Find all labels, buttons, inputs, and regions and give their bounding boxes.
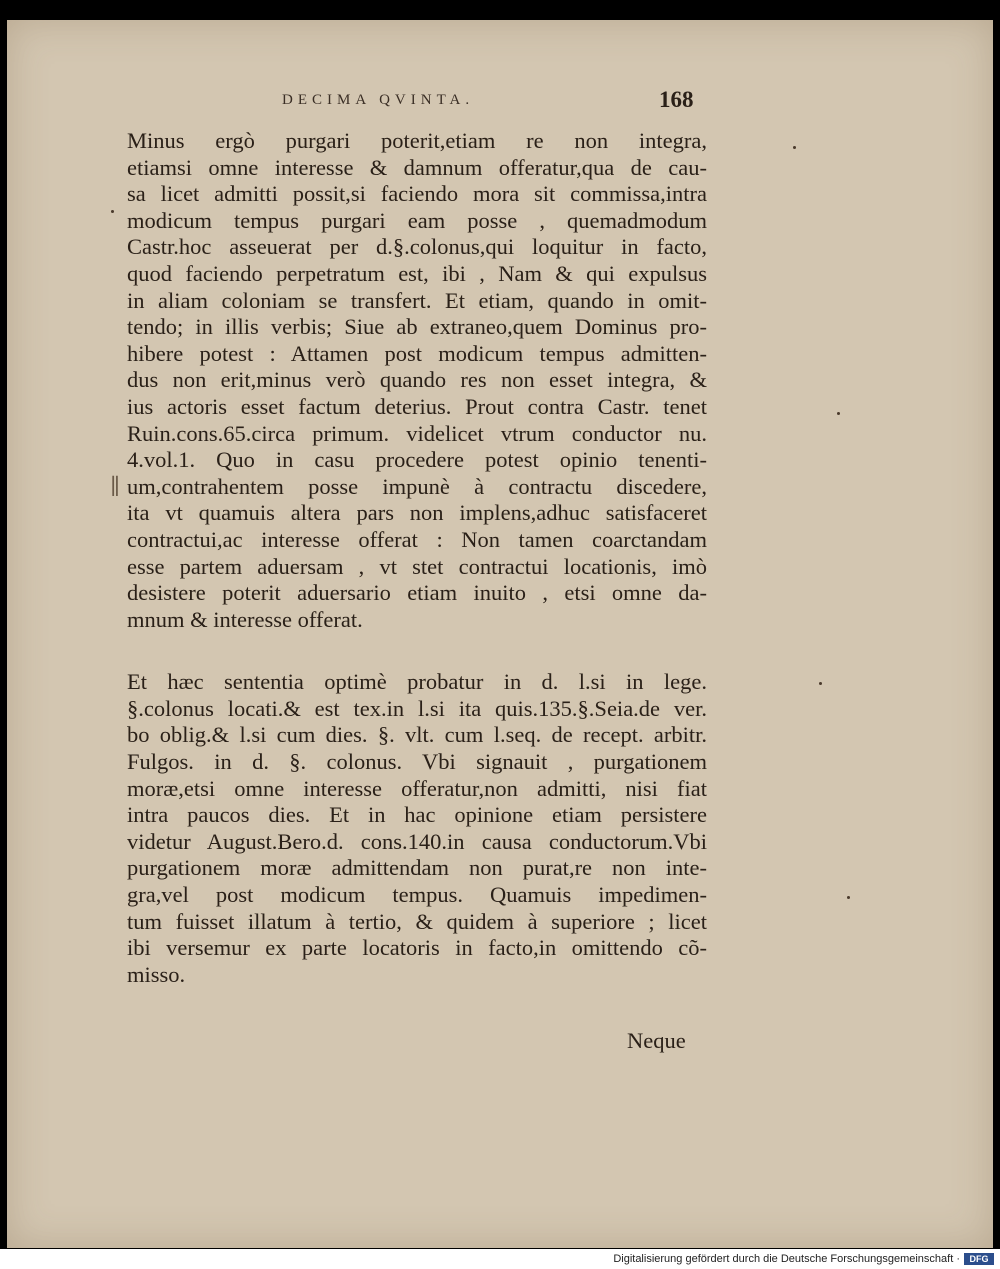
text-line: Castr.hoc asseuerat per d.§.colonus,qui loquitur in facto,	[127, 234, 707, 260]
paper-speck	[847, 896, 850, 899]
body-text	[127, 128, 707, 988]
text-line: quod faciendo perpetratum est, ibi , Nam & qui expulsus	[127, 260, 707, 286]
text-line: tendo; in illis verbis; Siue ab extraneo,quem Dominus pro-	[127, 314, 707, 340]
text-line: Et hæc sententia optimè probatur in d. l.si in lege.	[127, 669, 707, 695]
text-line: um,contrahentem posse impunè à contractu discedere,	[127, 473, 707, 499]
text-line: hibere potest : Attamen post modicum tempus admitten-	[127, 340, 707, 366]
text-line: Minus ergò purgari poterit,etiam re non integra,	[127, 128, 707, 153]
text-line: videtur August.Bero.d. cons.140.in causa conductorum.Vbi	[127, 828, 707, 854]
paper-speck	[837, 412, 840, 415]
paper-speck	[111, 210, 114, 213]
text-line: contractui,ac interesse offerat : Non tamen coarctandam	[127, 526, 707, 552]
margin-mark: ∥	[110, 474, 121, 499]
text-line: gra,vel post modicum tempus. Quamuis impedimen-	[127, 882, 707, 908]
text-line: misso.	[127, 961, 186, 987]
text-line: tum fuisset illatum à tertio, & quidem à superiore ; licet	[127, 908, 707, 934]
text-line: desistere poterit aduersario etiam inuito , etsi omne da-	[127, 580, 707, 606]
paragraph-gap	[127, 633, 707, 669]
catchword: Neque	[627, 1028, 686, 1053]
text-line: moræ,etsi omne interesse offeratur,non admitti, nisi fiat	[127, 775, 707, 801]
paper-speck	[793, 146, 796, 149]
text-line: in aliam coloniam se transfert. Et etiam, quando in omit-	[127, 287, 707, 313]
text-line: ius actoris esset factum deterius. Prout contra Castr. tenet	[127, 393, 707, 419]
text-line: 4.vol.1. Quo in casu procedere potest opinio tenenti-	[127, 447, 707, 473]
text-line: bo oblig.& l.si cum dies. §. vlt. cum l.seq. de recept. arbitr.	[127, 722, 707, 748]
page-number: 168	[659, 87, 694, 112]
text-line: intra paucos dies. Et in hac opinione etiam persistere	[127, 802, 707, 828]
text-line: dus non erit,minus verò quando res non esset integra, &	[127, 367, 707, 393]
dfg-logo: DFG	[964, 1253, 994, 1265]
text-line: mnum & interesse offerat.	[127, 606, 363, 632]
text-line: modicum tempus purgari eam posse , quemadmodum	[127, 207, 707, 233]
text-line: ibi versemur ex parte locatoris in facto,in omittendo cõ-	[127, 935, 707, 961]
text-line: §.colonus locati.& est tex.in l.si ita quis.135.§.Seia.de ver.	[127, 695, 707, 721]
text-line: Fulgos. in d. §. colonus. Vbi signauit , purgationem	[127, 749, 707, 775]
text-line: Ruin.cons.65.circa primum. videlicet vtrum conductor nu.	[127, 420, 707, 446]
funding-credit: Digitalisierung gefördert durch die Deutsche Forschungsgemeinschaft ·	[613, 1253, 960, 1265]
text-line: ita vt quamuis altera pars non implens,adhuc satisfaceret	[127, 500, 707, 526]
text-line: sa licet admitti possit,si faciendo mora sit commissa,intra	[127, 181, 707, 207]
text-line: purgationem moræ admittendam non purat,re non inte-	[127, 855, 707, 881]
text-line: etiamsi omne interesse & damnum offeratur,qua de cau-	[127, 154, 707, 180]
text-line: esse partem aduersam , vt stet contractui locationis, imò	[127, 553, 707, 579]
running-head: DECIMA QVINTA.	[282, 92, 475, 108]
paper-speck	[819, 682, 822, 685]
